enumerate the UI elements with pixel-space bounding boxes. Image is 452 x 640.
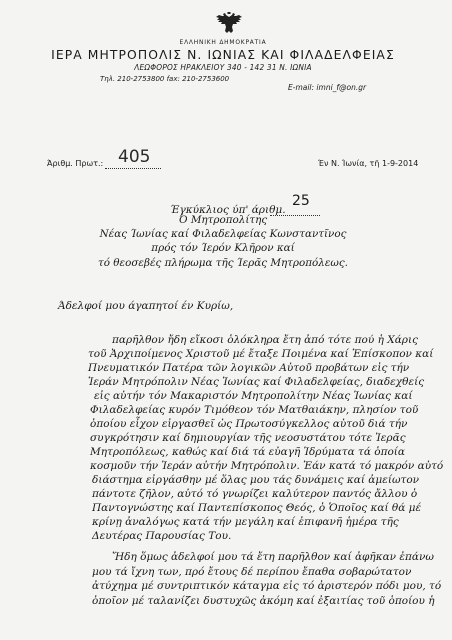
body-line: παρῆλθον ἤδη εἴκοσι ὁλόκληρα ἔτη ἀπό τότε πού ἡ Χάρις (112, 334, 418, 346)
addressee-line: Ό Μητροπολίτης (178, 214, 268, 226)
body-line: συγκρότησιν καί δημιουργίαν τῆς νεοσυστάτου τότε Ἱερᾶς (90, 432, 406, 444)
circular-number: 25 (292, 193, 310, 209)
body-line: κοσμοῦν τήν Ἱεράν αὐτήν Μητρόπολιν. Ἐάν κατά τό μακρόν αὐτό (90, 460, 444, 472)
phone-fax-line: Τηλ. 210-2753800 fax: 210-2753600 (100, 75, 230, 83)
state-header: ΕΛΛΗΝΙΚΗ ΔΗΜΟΚΡΑΤΙΑ (179, 39, 267, 46)
salutation: Άδελφοί μου άγαπητοί έν Κυρίω, (58, 300, 234, 312)
protocol-number: 405 (118, 147, 151, 167)
metropolis-title: ΙΕΡΑ ΜΗΤΡΟΠΟΛΙΣ Ν. ΙΩΝΙΑΣ ΚΑΙ ΦΙΛΑΔΕΛΦΕΙΑΣ (51, 47, 395, 62)
body-line: πάντοτε ζῆλον, αὐτό τό γνωρίζει καλύτερον παντός ἄλλου ὁ (92, 488, 418, 500)
body-line: εἰς αὐτήν τόν Μακαριστόν Μητροπολίτην Νέας Ἰωνίας καί (94, 390, 413, 402)
document-date: Έν Ν. Ίωνία, τῆ 1-9-2014 (318, 159, 419, 168)
protocol-label: Άριθμ. Πρωτ.: (47, 159, 104, 168)
address-line: ΛΕΩΦΟΡΟΣ ΗΡΑΚΛΕΙΟΥ 340 - 142 31 Ν. ΙΩΝΙΑ (134, 63, 312, 72)
circular-label: Έγκύκλιος ύπ' άριθμ. (170, 204, 286, 216)
body-line: διάστημα εἰργάσθην μέ ὅλας μου τάς δυνάμεις καί ἀμείωτον (92, 474, 420, 486)
body-line: Δευτέρας Παρουσίας Του. (92, 530, 232, 542)
body-line: μου τά ἴχνη των, πρό ἔτους δέ περίπου ἔπαθα σοβαρώτατον (92, 566, 412, 578)
body-line: ὁποίου εἶχον εἰργασθεῖ ὡς Πρωτοσύγκελλος αὐτοῦ διά τήν (90, 418, 408, 430)
body-line: τοῦ Ἀρχιποίμενος Χριστοῦ μέ ἔταξε Ποιμένα καί Ἐπίσκοπον καί (88, 348, 434, 360)
addressee-line: τό θεοσεβές πλήρωμα τῆς Ίερᾶς Μητροπόλεως. (98, 257, 348, 269)
body-line: Παντογνώστης καί Παντεπίσκοπος Θεός, ὁ Ὁποῖος καί θά μέ (92, 502, 422, 514)
addressee-line: Νέας Ίωνίας καί Φιλαδελφείας Κωνσταντῖνος (99, 228, 347, 240)
email-line: E-mail: imni_f@on.gr (288, 83, 367, 92)
body-line: ὁποῖον μέ ταλανίζει δυστυχῶς ἀκόμη καί ἐξαιτίας τοῦ ὁποίου ἡ (92, 595, 435, 607)
body-line: Μητροπόλεως, καθώς καί διά τά εὐαγῆ Ἱδρύματα τά ὁποία (90, 446, 405, 458)
double-headed-eagle-icon (214, 12, 244, 36)
body-line: Ἱεράν Μητρόπολιν Νέας Ἰωνίας καί Φιλαδελφείας, διαδεχθείς (88, 376, 425, 388)
body-line: ἀτύχημα μέ συντριπτικόν κάταγμα εἰς τό ἀριστερόν πόδι μου, τό (92, 580, 442, 592)
addressee-line: πρός τόν Ίερόν Κλῆρον καί (151, 242, 295, 254)
body-line: Φιλαδελφείας κυρόν Τιμόθεον τόν Ματθαιάκην, πλησίον τοῦ (90, 404, 419, 416)
body-line: κρίνῃ ἀναλόγως κατά τήν μεγάλη καί ἐπιφανῆ ἡμέρα τῆς (92, 516, 399, 528)
body-line: Ἤδη ὅμως ἀδελφοί μου τά ἔτη παρῆλθον καί ἀφῆκαν ἐπάνω (112, 551, 434, 563)
body-line: Πνευματικόν Πατέρα τῶν λογικῶν Αὐτοῦ προβάτων εἰς τήν (88, 362, 410, 374)
